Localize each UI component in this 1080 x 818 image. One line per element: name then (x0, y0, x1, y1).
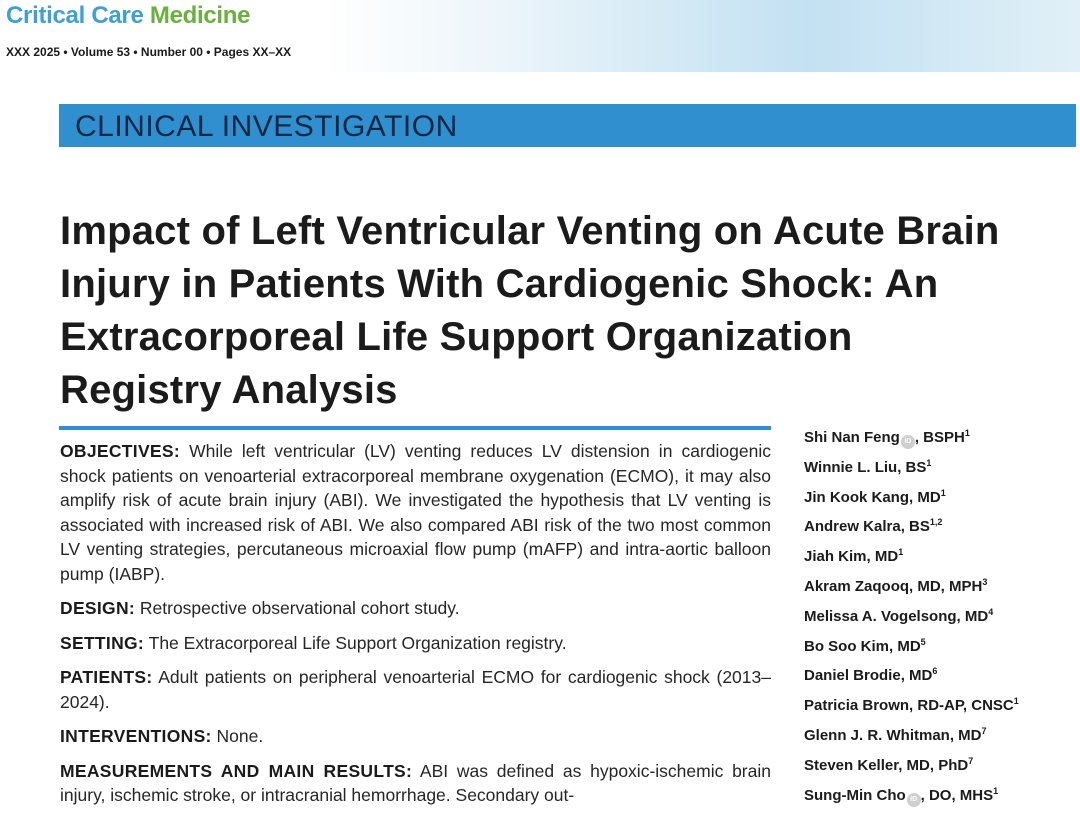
abstract-text: ABI was defined as hypoxic-ischemic brain injury, ischemic stroke, or intracranial hemorrhage. Secondary out- (60, 760, 771, 805)
issue-line: XXX 2025 • Volume 53 • Number 00 • Pages XX–XX (6, 45, 292, 59)
author: Jin Kook Kang, $MD^1$ (804, 487, 946, 506)
journal-name-part1: Critical Care (6, 2, 150, 29)
section-bar (59, 104, 1076, 147)
journal-name-part2: Medicine (149, 2, 251, 29)
author: Steven Keller, MD, PhD$^7$ (804, 755, 974, 774)
journal-title (6, 2, 250, 30)
abstract-text: None. (211, 726, 264, 746)
author: Melissa A. Vogelsong, $MD^4$ (804, 606, 994, 625)
orcid-icon[interactable]: iD (901, 435, 915, 449)
author: Andrew Kalra, BS$^{1,2}$ (804, 517, 943, 536)
abstract-label: SETTING: (60, 632, 145, 653)
abstract-setting (60, 631, 771, 656)
abstract-patients (60, 665, 771, 714)
abstract-text: The Extracorporeal Life Support Organization registry. (144, 632, 567, 653)
abstract-objectives (60, 439, 771, 586)
author: Glenn J. R. Whitman, $MD^7$ (804, 725, 987, 744)
abstract-text: While left ventricular (LV) venting reduces LV distension in cardiogenic shock patients on venoarterial extracorporeal membrane oxygenation (ECMO), it may also amplify risk of acute brain injury (ABI). We investigated the hypothesis that LV venting is associated with increased risk of ABI. We also compared ABI risk of the two most common LV venting strategies, percutaneous microaxial flow pump (mAFP) and intra-aortic balloon pump (IABP). (60, 441, 771, 584)
author: Daniel Brodie, $MD^6$ (804, 666, 938, 685)
abstract-measurements (60, 759, 771, 808)
author: Patricia Brown, RD-AP, CNSC$^1$ (804, 696, 1019, 715)
abstract (60, 439, 771, 818)
author: Akram Zaqooq, MD, MPH$^3$ (804, 576, 988, 595)
abstract-label: PATIENTS: (60, 667, 153, 687)
orcid-icon[interactable]: iD (907, 793, 921, 807)
section-label: CLINICAL INVESTIGATION (75, 110, 458, 143)
abstract-interventions (60, 724, 771, 749)
title-rule (59, 426, 771, 430)
author: Sung-Min Cho iD , DO, MHS$^1$ (804, 786, 1074, 816)
author: Jiah Kim, $MD^1$ (804, 547, 904, 566)
abstract-text: Adult patients on peripheral venoarterial ECMO for cardiogenic shock (2013–2024). (60, 667, 771, 712)
abstract-label: INTERVENTIONS: (60, 726, 212, 746)
abstract-label: MEASUREMENTS AND MAIN RESULTS: (60, 760, 413, 781)
author-list (804, 428, 1074, 815)
abstract-label: DESIGN: (60, 598, 136, 618)
author: Shi Nan Feng iD , BSPH$^1$ (804, 428, 1074, 458)
article-title: Impact of Left Ventricular Venting on Acute Brain Injury in Patients With Cardiogenic Shock: An Extracorporeal Life Support Organization Registry Analysis (60, 209, 1000, 412)
author: Winnie L. Liu, $BS^1$ (804, 457, 932, 476)
abstract-text: Retrospective observational cohort study. (135, 598, 460, 618)
abstract-label: OBJECTIVES: (60, 441, 180, 461)
author: Bo Soo Kim, $MD^5$ (804, 636, 926, 655)
abstract-design (60, 596, 771, 621)
